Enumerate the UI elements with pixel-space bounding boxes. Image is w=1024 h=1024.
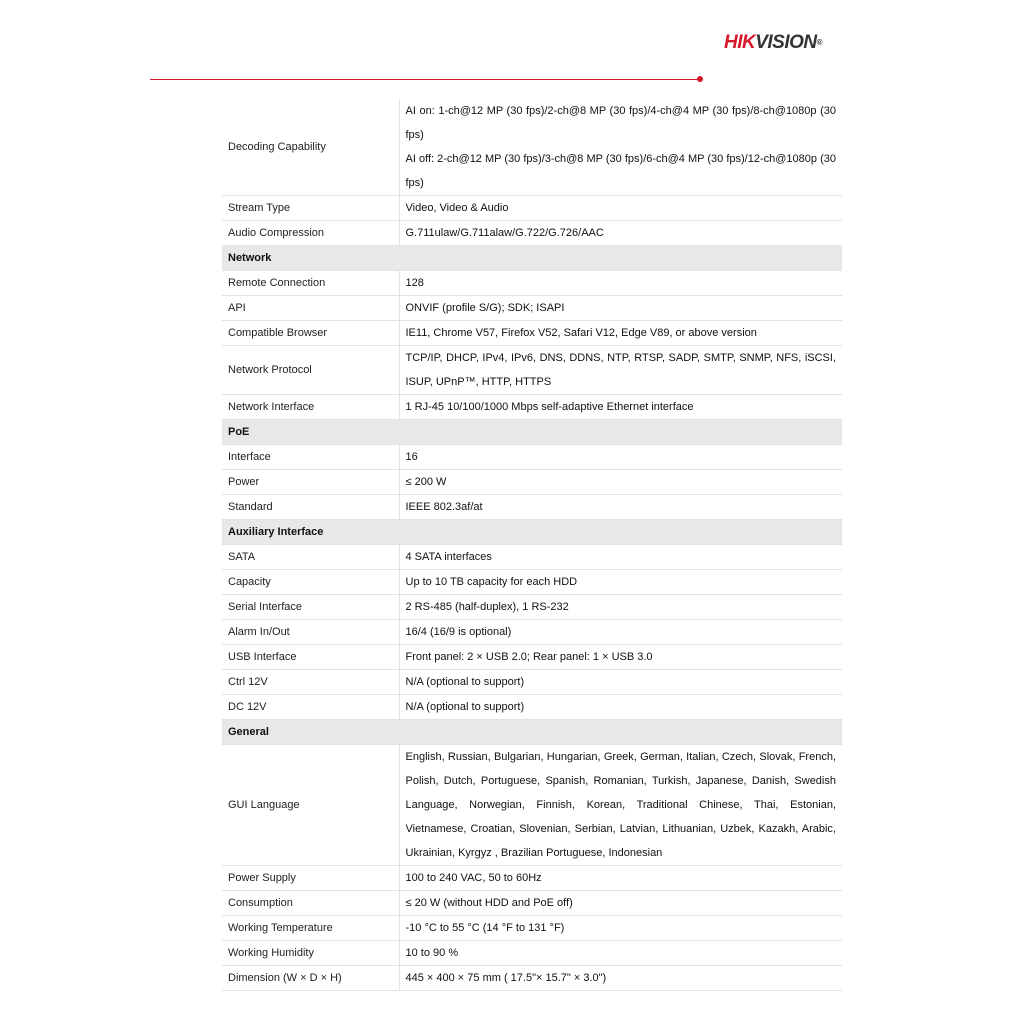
logo-part-vision: VISION xyxy=(755,32,817,53)
spec-table xyxy=(222,99,842,991)
spec-key: Remote Connection xyxy=(222,271,399,296)
spec-key: Ctrl 12V xyxy=(222,670,399,695)
spec-row xyxy=(222,645,842,670)
section-header-row xyxy=(222,420,842,445)
spec-value xyxy=(399,916,842,941)
spec-value-line: ≤ 20 W (without HDD and PoE off) xyxy=(405,897,573,909)
spec-value-line: ≤ 200 W xyxy=(405,476,447,488)
spec-key: Compatible Browser xyxy=(222,321,399,346)
spec-value xyxy=(399,470,842,495)
section-title: General xyxy=(222,720,842,745)
spec-value-line: IE11, Chrome V57, Firefox V52, Safari V12, Edge V89, or above version xyxy=(405,327,757,339)
spec-value-line: Up to 10 TB capacity for each HDD xyxy=(405,576,578,588)
spec-key: Working Temperature xyxy=(222,916,399,941)
spec-value-line: English, Russian, Bulgarian, Hungarian, Greek, German, Italian, Czech, Slovak, French, Polish, Dutch, Portuguese, Spanish, Romanian, Turkish, Japanese, Danish, Swedish Language, Norwegian, Finnish, Korean, Traditional Chinese, Thai, Estonian, Vietnamese, Croatian, Slovenian, Serbian, Latvian, Lithuanian, Uzbek, Kazakh, Arabic, Ukrainian, Kyrgyz , Brazilian Portuguese, Indonesian xyxy=(405,751,836,859)
spec-key: Network Interface xyxy=(222,395,399,420)
spec-row xyxy=(222,495,842,520)
section-title: PoE xyxy=(222,420,842,445)
spec-value-line: 445 × 400 × 75 mm ( 17.5"× 15.7" × 3.0") xyxy=(405,972,607,984)
spec-key: Network Protocol xyxy=(222,346,399,395)
spec-value xyxy=(399,221,842,246)
spec-row xyxy=(222,891,842,916)
spec-value xyxy=(399,745,842,866)
spec-value xyxy=(399,595,842,620)
spec-key: Consumption xyxy=(222,891,399,916)
spec-key: SATA xyxy=(222,545,399,570)
spec-value xyxy=(399,296,842,321)
spec-value xyxy=(399,941,842,966)
spec-row xyxy=(222,620,842,645)
spec-value xyxy=(399,196,842,221)
spec-row xyxy=(222,470,842,495)
section-title: Network xyxy=(222,246,842,271)
hikvision-logo xyxy=(724,33,822,53)
spec-value-line: 2 RS-485 (half-duplex), 1 RS-232 xyxy=(405,601,569,613)
spec-row xyxy=(222,866,842,891)
spec-key: Capacity xyxy=(222,570,399,595)
spec-value-line: 1 RJ-45 10/100/1000 Mbps self-adaptive Ethernet interface xyxy=(405,401,694,413)
spec-value xyxy=(399,645,842,670)
spec-value-line: Video, Video & Audio xyxy=(405,202,509,214)
spec-row xyxy=(222,445,842,470)
spec-value-line: N/A (optional to support) xyxy=(405,701,525,713)
spec-value xyxy=(399,891,842,916)
spec-value-line: AI on: 1-ch@12 MP (30 fps)/2-ch@8 MP (30 fps)/4-ch@4 MP (30 fps)/8-ch@1080p (30 fps) xyxy=(405,105,836,141)
spec-value xyxy=(399,966,842,991)
spec-key: Working Humidity xyxy=(222,941,399,966)
section-header-row xyxy=(222,246,842,271)
spec-row xyxy=(222,941,842,966)
spec-value xyxy=(399,321,842,346)
logo-registered-mark: ® xyxy=(816,38,823,47)
spec-row xyxy=(222,695,842,720)
spec-key: Power Supply xyxy=(222,866,399,891)
spec-value xyxy=(399,620,842,645)
spec-row xyxy=(222,271,842,296)
header-divider-dot xyxy=(697,76,703,82)
spec-table-body xyxy=(222,99,842,991)
spec-row xyxy=(222,966,842,991)
spec-value-line: 16 xyxy=(405,451,418,463)
spec-key: Dimension (W × D × H) xyxy=(222,966,399,991)
spec-row xyxy=(222,296,842,321)
spec-value-line: 4 SATA interfaces xyxy=(405,551,492,563)
spec-value-line: 100 to 240 VAC, 50 to 60Hz xyxy=(405,872,542,884)
spec-value xyxy=(399,495,842,520)
spec-value-line: IEEE 802.3af/at xyxy=(405,501,483,513)
spec-value xyxy=(399,670,842,695)
spec-key: DC 12V xyxy=(222,695,399,720)
spec-value xyxy=(399,545,842,570)
spec-key: Audio Compression xyxy=(222,221,399,246)
spec-row xyxy=(222,221,842,246)
logo-part-hik: HIK xyxy=(724,32,756,53)
spec-row xyxy=(222,545,842,570)
spec-value-line: 128 xyxy=(405,277,424,289)
spec-value-line: AI off: 2-ch@12 MP (30 fps)/3-ch@8 MP (30 fps)/6-ch@4 MP (30 fps)/12-ch@1080p (30 fps) xyxy=(405,153,836,189)
spec-row xyxy=(222,196,842,221)
spec-value xyxy=(399,570,842,595)
spec-value-line: -10 °C to 55 °C (14 °F to 131 °F) xyxy=(405,922,565,934)
spec-value xyxy=(399,346,842,395)
section-title: Auxiliary Interface xyxy=(222,520,842,545)
spec-row xyxy=(222,99,842,196)
spec-value-line: 16/4 (16/9 is optional) xyxy=(405,626,512,638)
header-divider xyxy=(150,79,698,80)
spec-value xyxy=(399,445,842,470)
spec-value xyxy=(399,866,842,891)
spec-key: Power xyxy=(222,470,399,495)
spec-value-line: ONVIF (profile S/G); SDK; ISAPI xyxy=(405,302,565,314)
spec-row xyxy=(222,321,842,346)
spec-key: API xyxy=(222,296,399,321)
spec-key: USB Interface xyxy=(222,645,399,670)
spec-row xyxy=(222,916,842,941)
spec-key: Decoding Capability xyxy=(222,99,399,196)
spec-row xyxy=(222,595,842,620)
spec-key: Interface xyxy=(222,445,399,470)
spec-value-line: TCP/IP, DHCP, IPv4, IPv6, DNS, DDNS, NTP, RTSP, SADP, SMTP, SNMP, NFS, iSCSI, ISUP, UPnP™, HTTP, HTTPS xyxy=(405,352,836,388)
spec-key: Stream Type xyxy=(222,196,399,221)
spec-row xyxy=(222,745,842,866)
spec-value-line: G.711ulaw/G.711alaw/G.722/G.726/AAC xyxy=(405,227,604,239)
spec-key: Alarm In/Out xyxy=(222,620,399,645)
spec-key: Standard xyxy=(222,495,399,520)
spec-value-line: N/A (optional to support) xyxy=(405,676,525,688)
spec-value xyxy=(399,271,842,296)
spec-key: GUI Language xyxy=(222,745,399,866)
spec-value-line: Front panel: 2 × USB 2.0; Rear panel: 1 × USB 3.0 xyxy=(405,651,653,663)
spec-row xyxy=(222,346,842,395)
section-header-row xyxy=(222,720,842,745)
spec-value xyxy=(399,695,842,720)
section-header-row xyxy=(222,520,842,545)
spec-row xyxy=(222,670,842,695)
spec-row xyxy=(222,395,842,420)
spec-value xyxy=(399,99,842,196)
spec-value xyxy=(399,395,842,420)
spec-value-line: 10 to 90 % xyxy=(405,947,459,959)
spec-row xyxy=(222,570,842,595)
spec-key: Serial Interface xyxy=(222,595,399,620)
